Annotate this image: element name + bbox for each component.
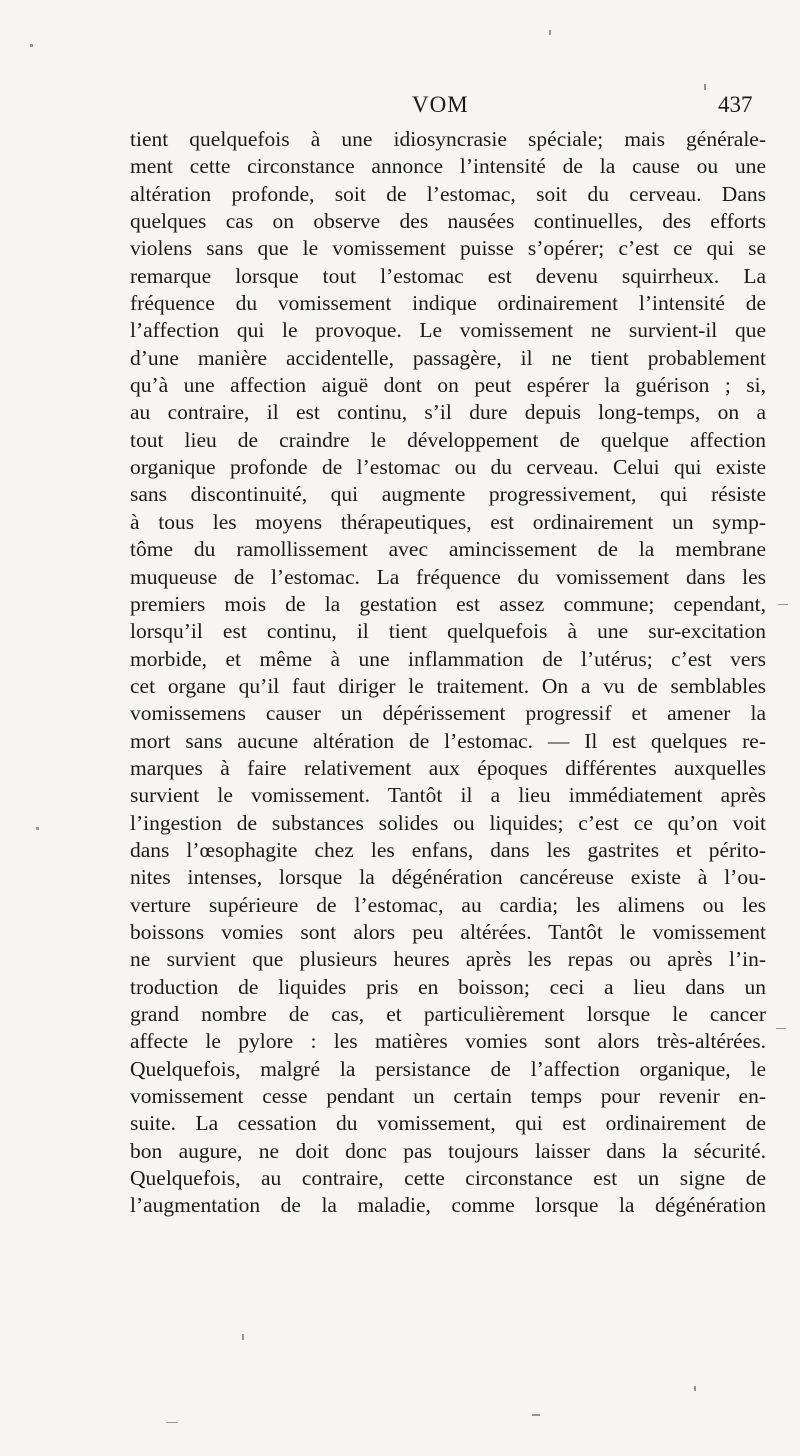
text-line: troduction de liquides pris en boisson; ceci a lieu dans un [130, 974, 766, 999]
text-line: vomissemens causer un dépérissement progressif et amener la [130, 701, 766, 726]
text-line: dans l’œsophagite chez les enfans, dans les gastrites et périto- [130, 837, 766, 862]
text-line: mort sans aucune altération de l’estomac. — Il est quelques re- [130, 728, 766, 753]
text-line: verture supérieure de l’estomac, au cardia; les alimens ou les [130, 892, 766, 917]
body-text [130, 126, 766, 1220]
print-speck [30, 44, 33, 47]
text-line: cet organe qu’il faut diriger le traitement. On a vu de semblables [130, 673, 766, 698]
print-speck [166, 1422, 178, 1423]
text-line: qu’à une affection aiguë dont on peut espérer la guérison ; si, [130, 373, 766, 398]
text-line: suite. La cessation du vomissement, qui est ordinairement de [130, 1111, 766, 1136]
text-line: au contraire, il est continu, s’il dure depuis long-temps, on a [130, 400, 766, 425]
text-line: premiers mois de la gestation est assez commune; cependant, [130, 591, 766, 616]
print-speck [242, 1334, 244, 1340]
print-speck [549, 30, 551, 35]
text-line: nites intenses, lorsque la dégénération cancéreuse existe à l’ou- [130, 865, 766, 890]
text-line: marques à faire relativement aux époques différentes auxquelles [130, 755, 766, 780]
text-line: boissons vomies sont alors peu altérées. Tantôt le vomissement [130, 919, 766, 944]
text-line: altération profonde, soit de l’estomac, soit du cerveau. Dans [130, 181, 766, 206]
text-line: ne survient que plusieurs heures après les repas ou après l’in- [130, 947, 766, 972]
text-line: bon augure, ne doit donc pas toujours laisser dans la sécurité. [130, 1138, 766, 1163]
text-line: l’ingestion de substances solides ou liquides; c’est ce qu’on voit [130, 810, 766, 835]
text-line: remarque lorsque tout l’estomac est devenu squirrheux. La [130, 263, 766, 288]
page-number: 437 [718, 92, 753, 117]
text-line: morbide, et même à une inflammation de l’utérus; c’est vers [130, 646, 766, 671]
print-speck [694, 1386, 696, 1391]
text-line: lorsqu’il est continu, il tient quelquefois à une sur-excitation [130, 619, 766, 644]
text-line: à tous les moyens thérapeutiques, est ordinairement un symp- [130, 509, 766, 534]
text-line: quelques cas on observe des nausées continuelles, des efforts [130, 209, 766, 234]
print-speck [704, 84, 706, 90]
text-line: tient quelquefois à une idiosyncrasie spéciale; mais générale- [130, 127, 766, 151]
text-line: sans discontinuité, qui augmente progressivement, qui résiste [130, 482, 766, 507]
text-line: violens sans que le vomissement puisse s’opérer; c’est ce qui se [130, 236, 766, 261]
text-line: vomissement cesse pendant un certain temps pour revenir en- [130, 1084, 766, 1109]
print-speck [776, 1028, 786, 1029]
running-head-title: VOM [412, 92, 469, 117]
text-line: fréquence du vomissement indique ordinairement l’intensité de [130, 291, 766, 316]
text-line: l’augmentation de la maladie, comme lorsque la dégénération [130, 1193, 766, 1218]
text-line: grand nombre de cas, et particulièrement lorsque le cancer [130, 1002, 766, 1026]
print-speck [36, 827, 39, 830]
text-line: muqueuse de l’estomac. La fréquence du vomissement dans les [130, 564, 766, 589]
text-line: tôme du ramollissement avec amincissement de la membrane [130, 537, 766, 562]
text-line: ment cette circonstance annonce l’intensité de la cause ou une [130, 154, 766, 179]
text-line: survient le vomissement. Tantôt il a lieu immédiatement après [130, 783, 766, 808]
text-line: d’une manière accidentelle, passagère, il ne tient probablement [130, 345, 766, 370]
print-speck [778, 604, 788, 605]
text-line: l’affection qui le provoque. Le vomissement ne survient-il que [130, 318, 766, 343]
text-line: organique profonde de l’estomac ou du cerveau. Celui qui existe [130, 455, 766, 480]
print-speck [532, 1414, 540, 1416]
running-head [0, 92, 800, 124]
text-line: Quelquefois, malgré la persistance de l’affection organique, le [130, 1056, 766, 1081]
text-line: Quelquefois, au contraire, cette circonstance est un signe de [130, 1166, 766, 1191]
text-line: tout lieu de craindre le développement de quelque affection [130, 427, 766, 452]
text-line: affecte le pylore : les matières vomies sont alors très-altérées. [130, 1029, 766, 1054]
